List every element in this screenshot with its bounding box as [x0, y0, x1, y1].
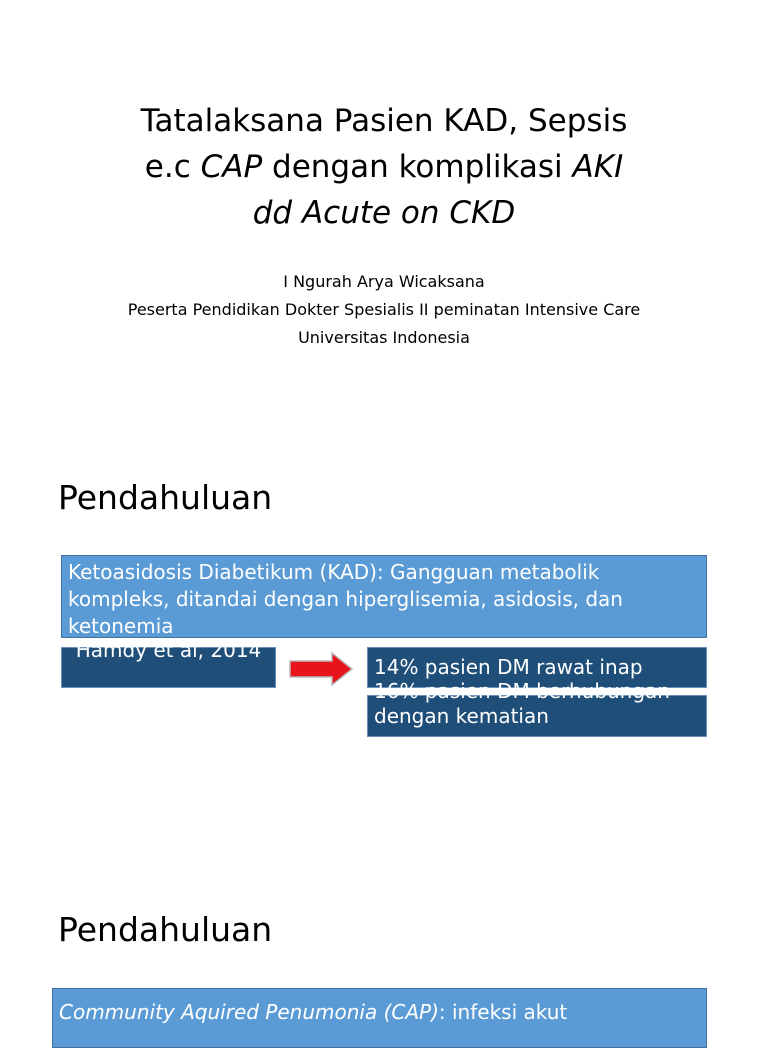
title-line-1: Tatalaksana Pasien KAD, Sepsis	[140, 103, 628, 139]
title-line-2	[60, 144, 708, 190]
title-slide	[0, 0, 768, 432]
introduction-slide-cap	[0, 864, 768, 1024]
title-italic-ckd: dd Acute on CKD	[252, 195, 516, 231]
kad-definition-box: Ketoasidosis Diabetikum (KAD): Gangguan metabolik kompleks, ditandai dengan hiperglisemia, asidosis, dan ketonemia	[61, 555, 707, 638]
title-text: dengan komplikasi	[262, 149, 573, 185]
statistic-box-mortality	[367, 679, 707, 737]
right-arrow-icon	[288, 652, 354, 686]
title-italic-aki: AKI	[572, 149, 624, 185]
affiliation-line-1: Peserta Pendidikan Dokter Spesialis II peminatan Intensive Care	[127, 300, 641, 319]
presentation-title	[60, 98, 708, 236]
cap-definition-box	[52, 988, 707, 1048]
affiliation-line-2: Universitas Indonesia	[298, 328, 470, 347]
cap-term: Community Aquired Penumonia (CAP)	[59, 1000, 439, 1024]
author-name: I Ngurah Arya Wicaksana	[283, 272, 485, 291]
presentation-subtitle	[60, 268, 708, 352]
title-line-3	[60, 190, 708, 236]
citation-text: Hamdy et al, 2014	[75, 638, 262, 662]
citation-box	[61, 638, 276, 688]
title-text: e.c	[144, 149, 201, 185]
title-italic-cap: CAP	[200, 149, 263, 185]
cap-definition-text: : infeksi akut	[438, 1000, 568, 1024]
introduction-slide-kad	[0, 432, 768, 864]
slide-heading: Pendahuluan	[58, 478, 273, 517]
statistic-text: 16% pasien DM berhubungan dengan kematian	[374, 679, 670, 728]
slide-heading: Pendahuluan	[58, 910, 273, 949]
statistic-box-inpatient: 14% pasien DM rawat inap	[367, 647, 707, 688]
